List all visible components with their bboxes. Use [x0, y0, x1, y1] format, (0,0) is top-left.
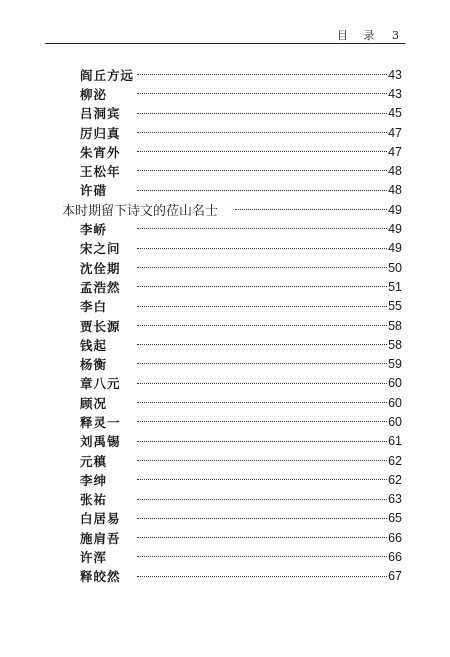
toc-page-number: 61	[388, 434, 402, 449]
toc-entry-title: 章八元	[80, 376, 121, 392]
dot-leader	[137, 344, 387, 345]
table-of-contents	[0, 65, 450, 586]
dot-leader	[137, 267, 387, 268]
toc-entry	[0, 490, 450, 509]
toc-entry	[0, 258, 450, 277]
toc-page-number: 51	[388, 279, 402, 294]
toc-entry-title: 本时期留下诗文的莅山名士	[62, 204, 219, 220]
toc-entry-title: 阎丘方远	[80, 67, 135, 83]
dot-leader	[137, 228, 387, 229]
toc-page-number: 62	[388, 472, 402, 487]
toc-entry	[0, 277, 450, 296]
toc-page-number: 65	[388, 511, 402, 526]
toc-entry-title: 厉归真	[80, 125, 121, 141]
toc-entry-title: 释灵一	[80, 414, 121, 430]
dot-leader	[137, 306, 387, 307]
dot-leader	[137, 499, 387, 500]
toc-entry-title: 朱宵外	[80, 144, 121, 160]
toc-page-number: 67	[388, 569, 402, 584]
toc-entry-title: 宋之问	[80, 241, 121, 257]
toc-entry-title: 柳泌	[80, 86, 108, 102]
toc-section-heading	[0, 200, 450, 219]
toc-entry-title: 贾长源	[80, 318, 121, 334]
dot-leader	[137, 190, 387, 191]
running-header	[45, 25, 405, 44]
dot-leader	[137, 151, 387, 152]
dot-leader	[137, 402, 387, 403]
toc-page-number: 63	[388, 492, 402, 507]
toc-page-number: 60	[388, 376, 402, 391]
header-page-number: 3	[392, 29, 399, 42]
toc-entry	[0, 412, 450, 431]
toc-entry-title: 沈佺期	[80, 260, 121, 276]
dot-leader	[137, 113, 387, 114]
toc-entry-title: 释皎然	[80, 569, 121, 585]
toc-page-number: 47	[388, 125, 402, 140]
toc-page-number: 60	[388, 414, 402, 429]
toc-entry	[0, 142, 450, 161]
toc-entry	[0, 509, 450, 528]
toc-entry	[0, 219, 450, 238]
toc-entry	[0, 451, 450, 470]
toc-entry	[0, 239, 450, 258]
toc-entry	[0, 354, 450, 373]
toc-entry-title: 钱起	[80, 337, 108, 353]
dot-leader	[137, 74, 387, 75]
toc-page-number: 59	[388, 357, 402, 372]
toc-page-number: 49	[388, 202, 402, 217]
toc-entry-title: 许浑	[80, 550, 108, 566]
toc-entry	[0, 547, 450, 566]
toc-page-number: 49	[388, 241, 402, 256]
toc-entry-title: 白居易	[80, 511, 121, 527]
toc-entry-title: 孟浩然	[80, 279, 121, 295]
toc-entry-title: 顾况	[80, 395, 108, 411]
dot-leader	[137, 170, 387, 171]
toc-page-number: 55	[388, 299, 402, 314]
toc-page-number: 45	[388, 106, 402, 121]
toc-entry	[0, 84, 450, 103]
dot-leader	[235, 209, 387, 210]
toc-page-number: 50	[388, 260, 402, 275]
dot-leader	[137, 479, 387, 480]
toc-entry-title: 吕洞宾	[80, 106, 121, 122]
dot-leader	[137, 576, 387, 577]
toc-entry	[0, 335, 450, 354]
dot-leader	[137, 363, 387, 364]
toc-entry-title: 李白	[80, 299, 108, 315]
toc-page-number: 47	[388, 144, 402, 159]
toc-entry-title: 刘禹锡	[80, 434, 121, 450]
dot-leader	[137, 537, 387, 538]
toc-entry-title: 李绅	[80, 472, 108, 488]
dot-leader	[137, 441, 387, 442]
toc-entry	[0, 123, 450, 142]
toc-page-number: 60	[388, 395, 402, 410]
dot-leader	[137, 421, 387, 422]
toc-entry-title: 杨衡	[80, 357, 108, 373]
toc-entry	[0, 393, 450, 412]
dot-leader	[137, 93, 387, 94]
toc-entry-title: 张祐	[80, 492, 108, 508]
toc-entry	[0, 104, 450, 123]
header-section-title: 目 录	[337, 29, 381, 42]
toc-entry	[0, 161, 450, 180]
toc-entry	[0, 297, 450, 316]
toc-entry-title: 元稹	[80, 453, 108, 469]
toc-entry	[0, 181, 450, 200]
dot-leader	[137, 518, 387, 519]
toc-entry-title: 许碏	[80, 183, 108, 199]
toc-page-number: 49	[388, 222, 402, 237]
toc-page-number: 48	[388, 183, 402, 198]
toc-entry	[0, 374, 450, 393]
toc-page-number: 48	[388, 164, 402, 179]
dot-leader	[137, 248, 387, 249]
toc-page-number: 58	[388, 318, 402, 333]
toc-entry-title: 李峤	[80, 222, 108, 238]
toc-entry	[0, 65, 450, 84]
header-text	[337, 27, 399, 43]
dot-leader	[137, 286, 387, 287]
dot-leader	[137, 460, 387, 461]
toc-entry-title: 王松年	[80, 164, 121, 180]
toc-page-number: 62	[388, 453, 402, 468]
dot-leader	[137, 132, 387, 133]
dot-leader	[137, 556, 387, 557]
toc-entry	[0, 470, 450, 489]
toc-entry	[0, 432, 450, 451]
toc-page-number: 43	[388, 67, 402, 82]
dot-leader	[137, 383, 387, 384]
toc-page-number: 66	[388, 550, 402, 565]
toc-entry-title: 施肩吾	[80, 530, 121, 546]
toc-page-number: 58	[388, 337, 402, 352]
toc-entry	[0, 528, 450, 547]
toc-entry	[0, 567, 450, 586]
toc-page-number: 66	[388, 530, 402, 545]
toc-page-number: 43	[388, 86, 402, 101]
dot-leader	[137, 325, 387, 326]
toc-entry	[0, 316, 450, 335]
